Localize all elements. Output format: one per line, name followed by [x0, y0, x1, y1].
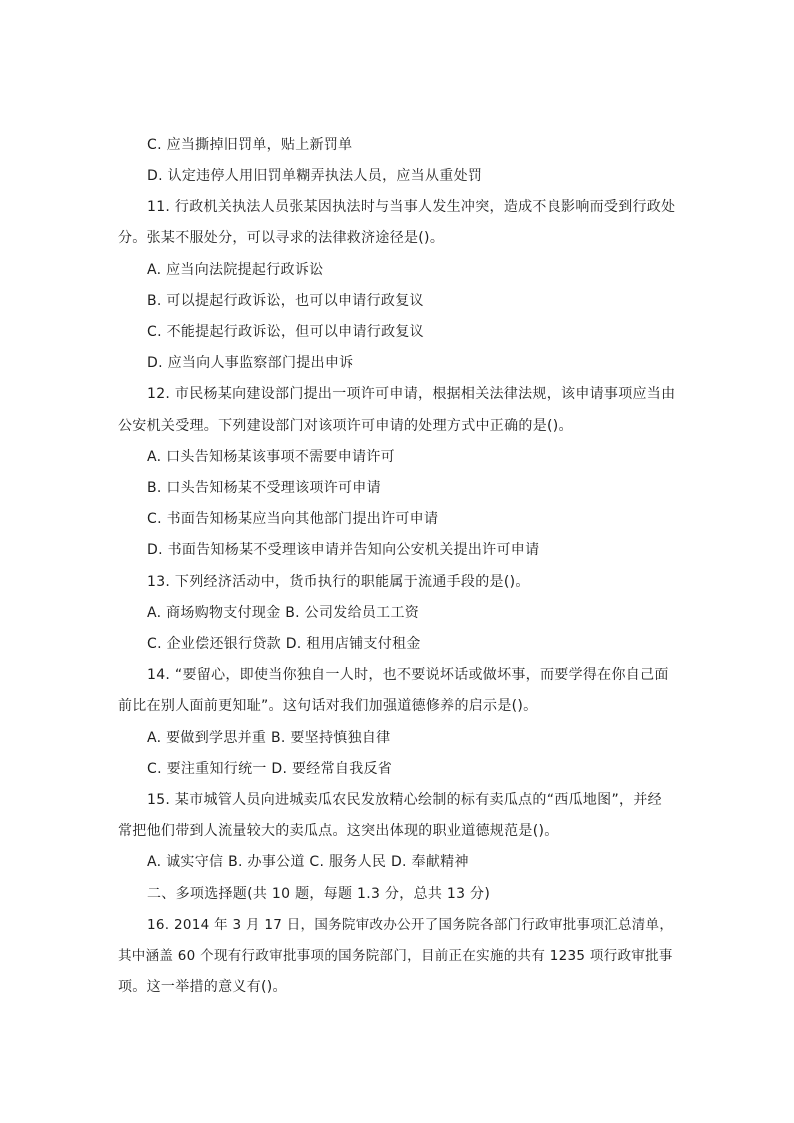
text-line: 项。这一举措的意义有()。 — [118, 979, 287, 995]
text-line: 13. 下列经济活动中，货币执行的职能属于流通手段的是()。 — [147, 574, 530, 590]
text-line: A. 应当向法院提起行政诉讼 — [147, 262, 324, 278]
text-line: 公安机关受理。下列建设部门对该项许可申请的处理方式中正确的是()。 — [118, 418, 573, 434]
text-line: D. 认定违停人用旧罚单糊弄执法人员，应当从重处罚 — [147, 168, 483, 184]
text-line: C. 要注重知行统一 D. 要经常自我反省 — [147, 761, 393, 777]
text-line: B. 可以提起行政诉讼，也可以申请行政复议 — [147, 293, 424, 309]
text-line: 分。张某不服处分，可以寻求的法律救济途径是()。 — [118, 230, 445, 246]
text-line: 15. 某市城管人员向进城卖瓜农民发放精心绘制的标有卖瓜点的“西瓜地图”，并经 — [147, 792, 662, 808]
text-line: A. 口头告知杨某该事项不需要申请许可 — [147, 449, 395, 465]
text-line: C. 企业偿还银行贷款 D. 租用店铺支付租金 — [147, 636, 421, 652]
text-line: A. 诚实守信 B. 办事公道 C. 服务人民 D. 奉献精神 — [147, 854, 469, 870]
text-line: B. 口头告知杨某不受理该项许可申请 — [147, 480, 381, 496]
text-line: 12. 市民杨某向建设部门提出一项许可申请，根据相关法律法规，该申请事项应当由 — [147, 386, 676, 402]
text-line: A. 要做到学思并重 B. 要坚持慎独自律 — [147, 730, 391, 746]
text-line: D. 书面告知杨某不受理该申请并告知向公安机关提出许可申请 — [147, 542, 540, 558]
text-line: 其中涵盖 60 个现有行政审批事项的国务院部门，目前正在实施的共有 1235 项行政审批事 — [118, 948, 673, 964]
text-line: D. 应当向人事监察部门提出申诉 — [147, 355, 354, 371]
text-line: 14. “要留心，即使当你独自一人时，也不要说坏话或做坏事，而要学得在你自己面 — [147, 667, 669, 683]
text-line: A. 商场购物支付现金 B. 公司发给员工工资 — [147, 605, 420, 621]
text-line: C. 书面告知杨某应当向其他部门提出许可申请 — [147, 511, 439, 527]
text-line: 前比在别人面前更知耻”。这句话对我们加强道德修养的启示是()。 — [118, 698, 538, 714]
text-line: C. 应当撕掉旧罚单，贴上新罚单 — [147, 137, 353, 153]
text-line: C. 不能提起行政诉讼，但可以申请行政复议 — [147, 324, 424, 340]
text-line: 11. 行政机关执法人员张某因执法时与当事人发生冲突，造成不良影响而受到行政处 — [147, 199, 676, 215]
section-heading: 二、多项选择题(共 10 题，每题 1.3 分，总共 13 分) — [147, 886, 491, 902]
text-line: 常把他们带到人流量较大的卖瓜点。这突出体现的职业道德规范是()。 — [118, 823, 559, 839]
text-line: 16. 2014 年 3 月 17 日，国务院审改办公开了国务院各部门行政审批事项汇总清单， — [147, 917, 674, 933]
